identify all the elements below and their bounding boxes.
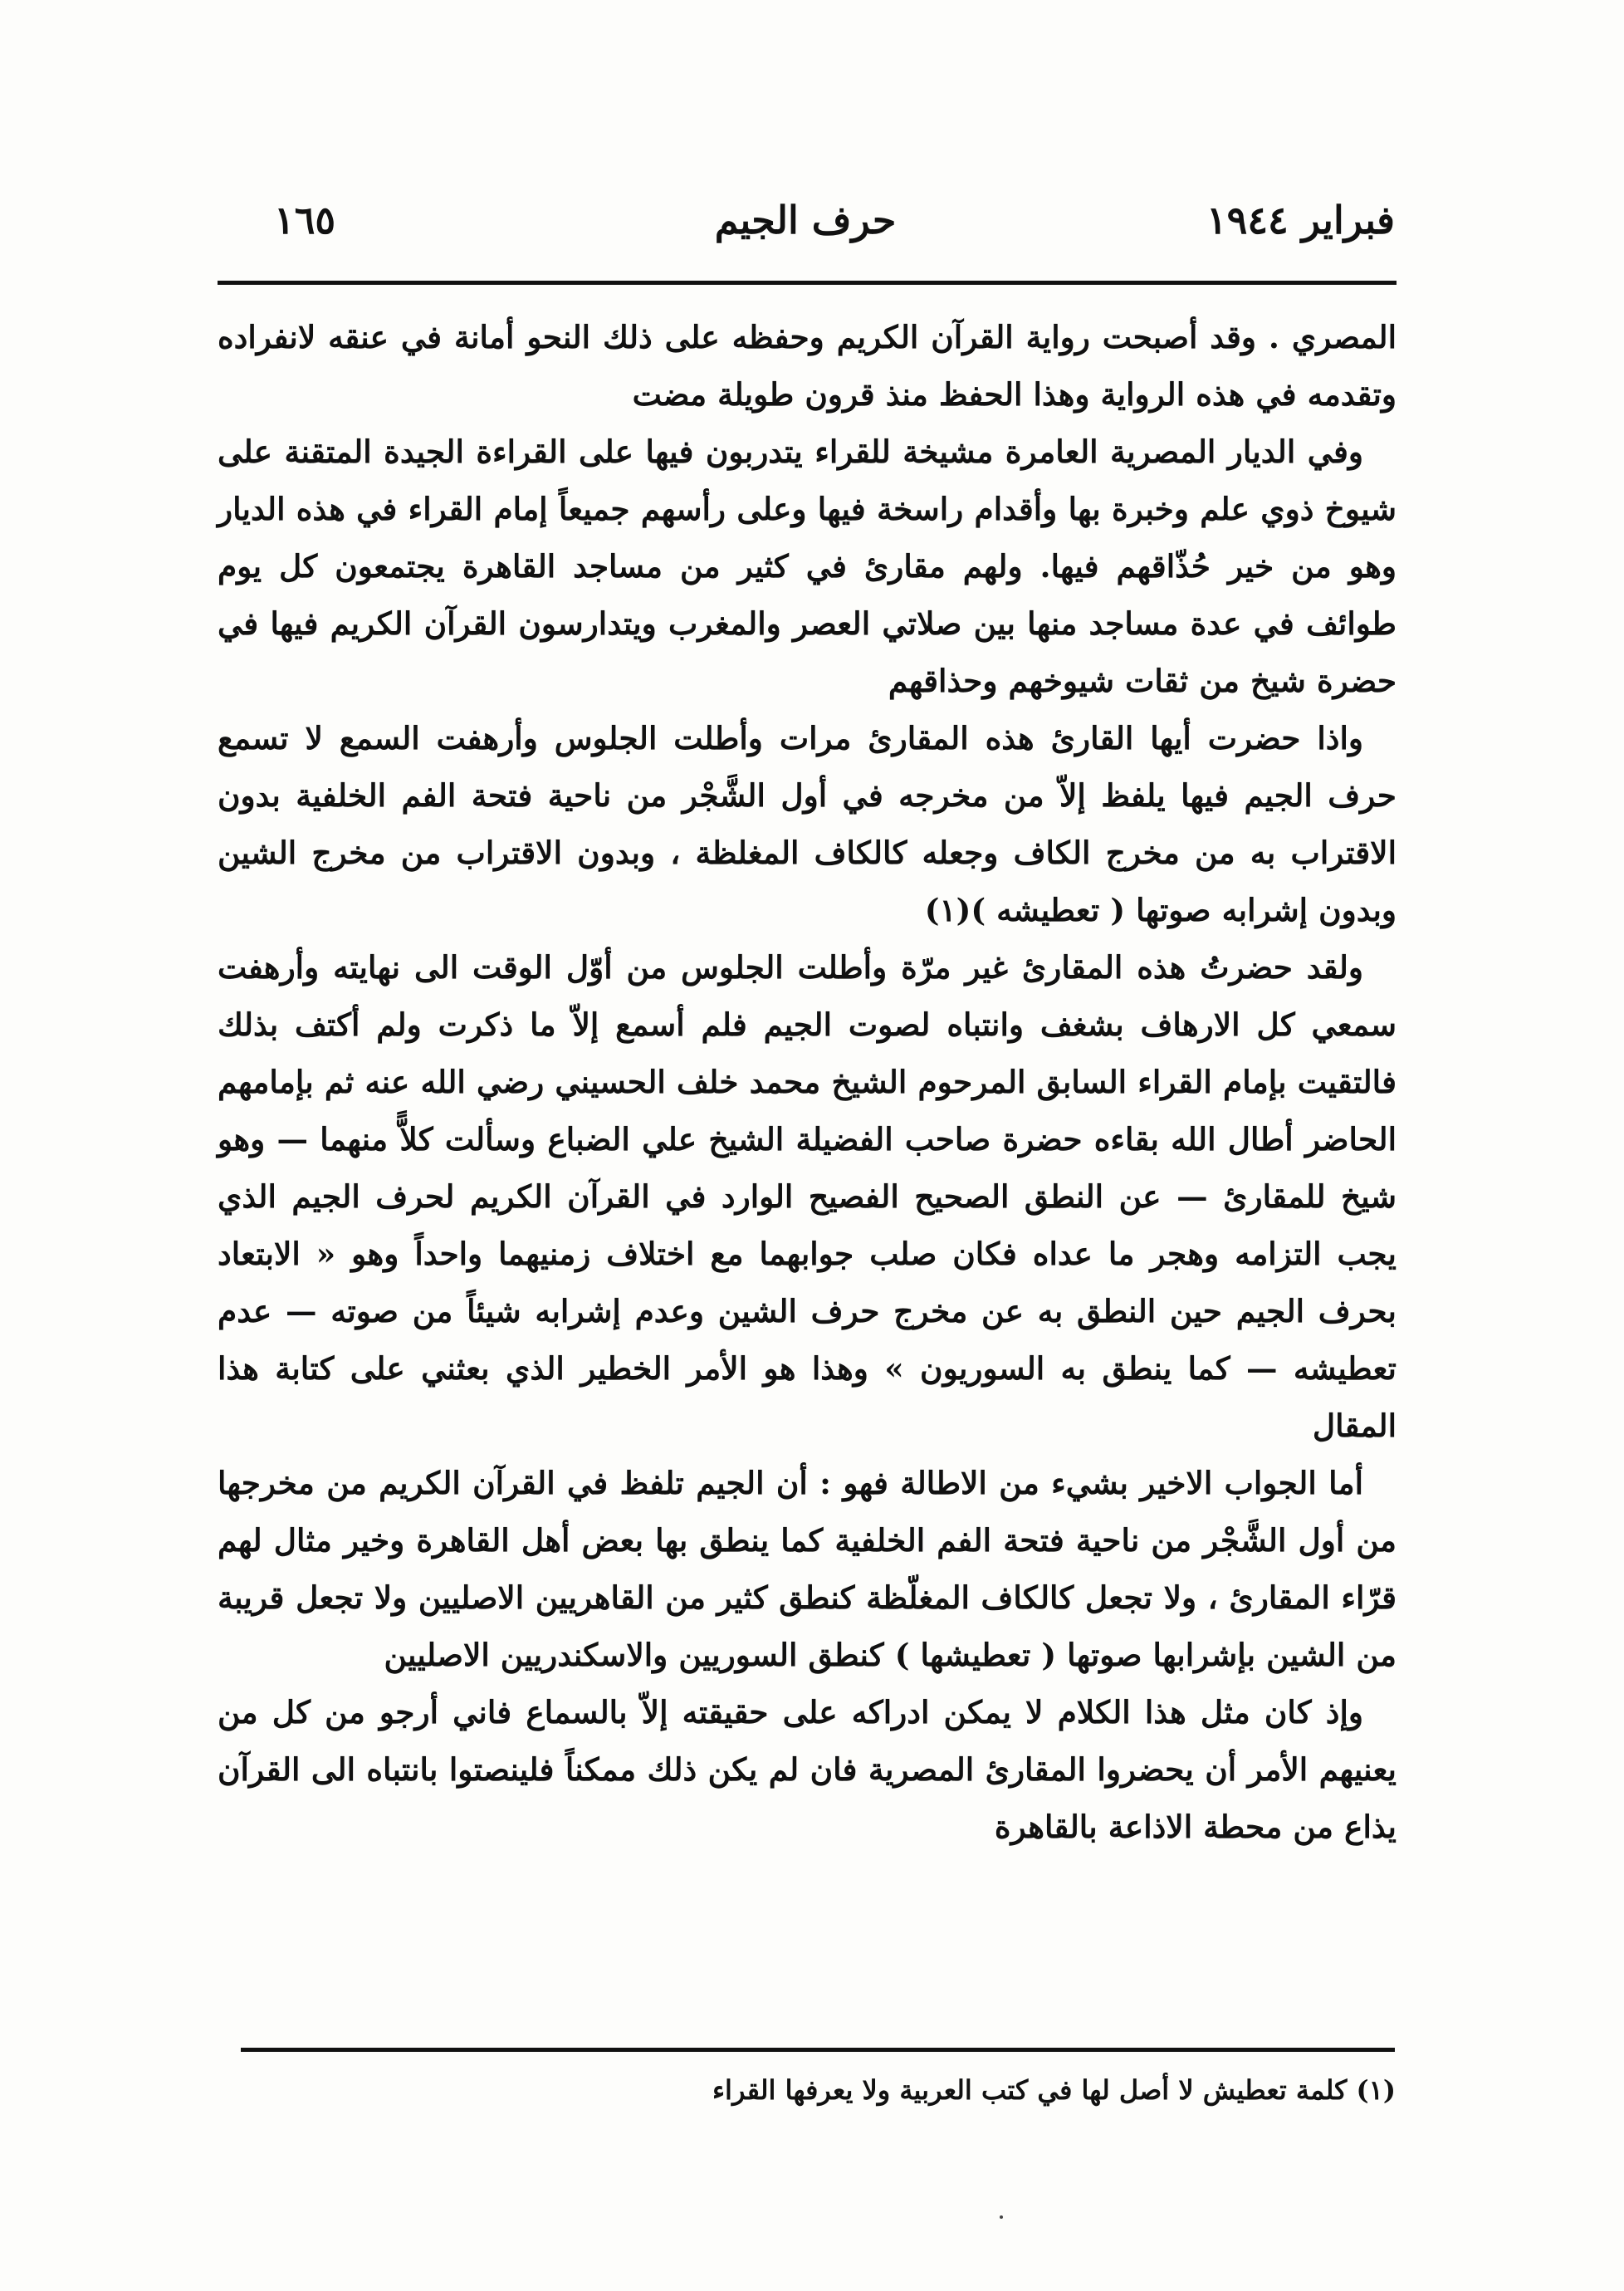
- header-date: فبراير ١٩٤٤: [1206, 198, 1395, 242]
- paragraph-6: وإذ كان مثل هذا الكلام لا يمكن ادراكه على حقيقته إلاّ بالسماع فاني أرجو من كل من يعنيهم الأمر أن يحضروا المقارئ المصرية فان لم يكن ذلك ممكناً فلينصتوا بانتباه الى القرآن يذاع من محطة الاذاعة بالقاهرة: [218, 1694, 1397, 1845]
- body-text: [218, 309, 1397, 1856]
- paragraph-1: المصري . وقد أصبحت رواية القرآن الكريم وحفظه على ذلك النحو أمانة في عنقه لانفراده وتقدمه في هذه الرواية وهذا الحفظ منذ قرون طويلة مضت: [218, 319, 1397, 413]
- page-header: [216, 198, 1395, 264]
- paragraph-3: واذا حضرت أيها القارئ هذه المقارئ مرات وأطلت الجلوس وأرهفت السمع لا تسمع حرف الجيم فيها يلفظ إلاّ من مخرجه في أول الشَّجْر من ناحية فتحة الفم الخلفية بدون الاقتراب به من مخرج الكاف وجعله كالكاف المغلظة ، وبدون الاقتراب من مخرج الشين وبدون إشرابه صوتها ( تعطيشه )(١): [218, 720, 1397, 928]
- paragraph-4: ولقد حضرتُ هذه المقارئ غير مرّة وأطلت الجلوس من أوّل الوقت الى نهايته وأرهفت سمعي كل الارهاف بشغف وانتباه لصوت الجيم فلم أسمع إلاّ ما ذكرت ولم أكتف بذلك فالتقيت بإمام القراء السابق المرحوم الشيخ محمد خلف الحسيني رضي الله عنه ثم بإمامهم الحاضر أطال الله بقاءه حضرة صاحب الفضيلة الشيخ علي الضباع وسألت كلاًّ منهما — وهو شيخ للمقارئ — عن النطق الصحيح الفصيح الوارد في القرآن الكريم لحرف الجيم الذي يجب التزامه وهجر ما عداه فكان صلب جوابهما مع اختلاف زمنيهما واحداً وهو « الابتعاد بحرف الجيم حين النطق به عن مخرج حرف الشين وعدم إشرابه شيئاً من صوته — عدم تعطيشه — كما ينطق به السوريون » وهذا هو الأمر الخطير الذي بعثني على كتابة هذا المقال: [218, 949, 1397, 1444]
- header-title: حرف الجيم: [714, 198, 897, 242]
- paragraph-5: أما الجواب الاخير بشيء من الاطالة فهو : أن الجيم تلفظ في القرآن الكريم من مخرجها من أول الشَّجْر من ناحية فتحة الفم الخلفية كما ينطق بها بعض أهل القاهرة وخير مثال لهم قرّاء المقارئ ، ولا تجعل كالكاف المغلّظة كنطق كثير من القاهريين الاصليين ولا تجعل قريبة من الشين بإشرابها صوتها ( تعطيشها ) كنطق السوريين والاسكندريين الاصليين: [218, 1465, 1397, 1673]
- paragraph-2: وفي الديار المصرية العامرة مشيخة للقراء يتدربون فيها على القراءة الجيدة المتقنة على شيوخ ذوي علم وخبرة بها وأقدام راسخة فيها وعلى رأسهم جميعاً إمام القراء في هذه الديار وهو من خير حُذّاقهم فيها. ولهم مقارئ في كثير من مساجد القاهرة يجتمعون كل يوم طوائف في عدة مساجد منها بين صلاتي العصر والمغرب ويتدارسون القرآن الكريم فيها في حضرة شيخ من ثقات شيوخهم وحذاقهم: [218, 433, 1397, 699]
- footnote-rule: [241, 2048, 1395, 2052]
- header-page-number: ١٦٥: [274, 198, 336, 242]
- print-speck: [1000, 2215, 1003, 2219]
- footnote: (١) كلمة تعطيش لا أصل لها في كتب العربية ولا يعرفها القراء: [712, 2074, 1396, 2106]
- header-rule: [218, 281, 1397, 285]
